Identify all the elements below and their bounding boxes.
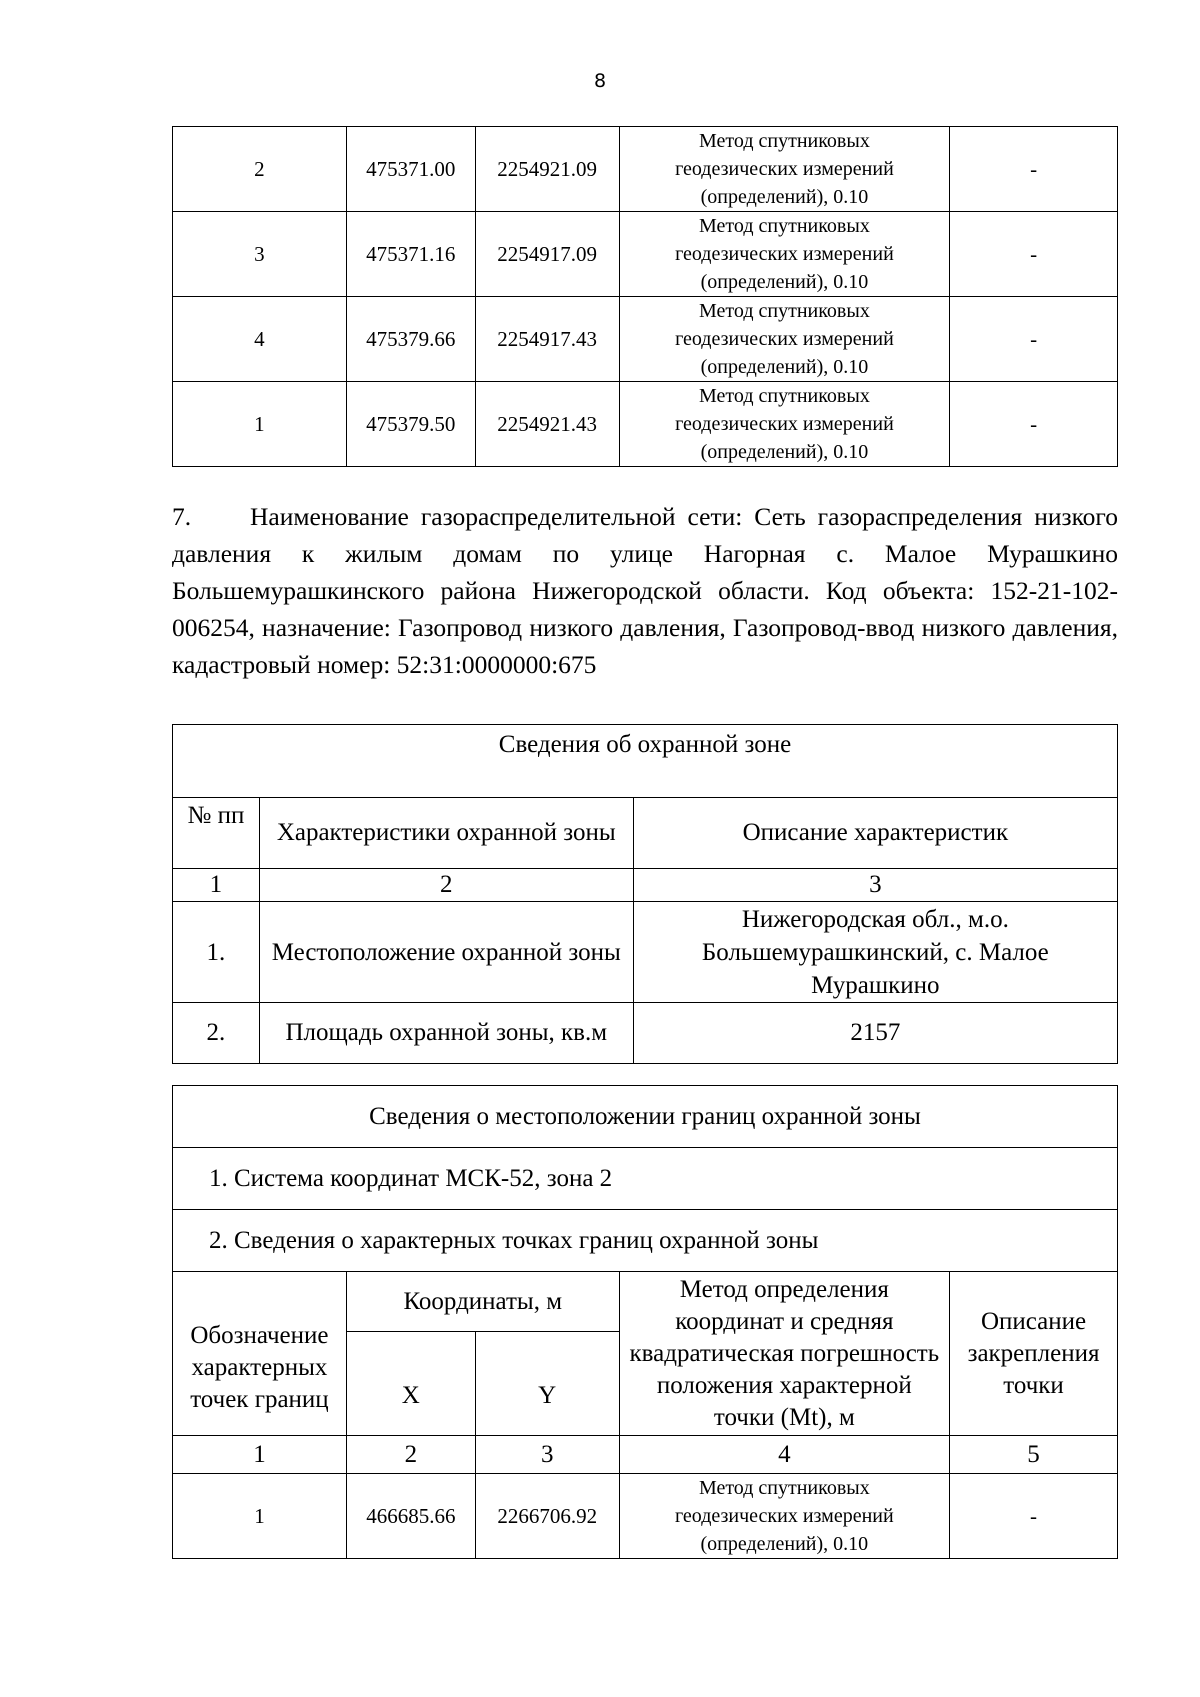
- coordinate-y: 2254921.09: [475, 127, 619, 212]
- coordinate-x: 466685.66: [346, 1474, 475, 1559]
- method-cell: [619, 1474, 949, 1559]
- method-line: (определений), 0.10: [700, 356, 869, 378]
- column-header-description: Описание характеристик: [633, 798, 1117, 869]
- table-row: [173, 1474, 1118, 1559]
- point-id: 1: [173, 1474, 347, 1559]
- method-line: геодезических измерений: [675, 328, 894, 350]
- column-header-fixing: Описание закрепления точки: [950, 1272, 1118, 1436]
- coordinate-y: 2266706.92: [475, 1474, 619, 1559]
- characteristic-value: Нижегородская обл., м.о. Большемурашкинский, с. Малое Мурашкино: [633, 902, 1117, 1003]
- fixing-description: -: [950, 1474, 1118, 1559]
- coordinate-x: 475371.00: [346, 127, 475, 212]
- fixing-description: -: [950, 297, 1118, 382]
- table-row: [173, 382, 1118, 467]
- section-7-paragraph: [172, 498, 1118, 683]
- section-text: Наименование газораспределительной сети: Сеть газораспределения низкого давления к жилым домам по улице Нагорная с. Малое Мурашкино Большемурашкинского района Нижегородской области. Код объекта: 152-21-102-006254, назначение: Газопровод низкого давления, Газопровод-ввод низкого давления, кадастровый номер: 52:31:0000000:675: [172, 502, 1118, 679]
- method-line: Метод спутниковых: [699, 215, 870, 237]
- zone-boundaries-table: [172, 1085, 1118, 1559]
- column-number: 5: [950, 1436, 1118, 1474]
- column-number: 1: [173, 1436, 347, 1474]
- method-cell: [619, 127, 950, 212]
- method-line: Метод спутниковых: [699, 300, 870, 322]
- table-row: [173, 127, 1118, 212]
- method-line: (определений), 0.10: [700, 186, 869, 208]
- table-row: [173, 212, 1118, 297]
- characteristic-name: Площадь охранной зоны, кв.м: [259, 1003, 633, 1064]
- point-id: 3: [173, 212, 347, 297]
- fixing-description: -: [950, 127, 1118, 212]
- method-cell: [619, 212, 950, 297]
- page-number: 8: [593, 70, 607, 92]
- point-id: 2: [173, 127, 347, 212]
- column-header-coordinates: Координаты, м: [346, 1272, 619, 1332]
- fixing-description: -: [950, 382, 1118, 467]
- column-header-point: Обозначение характерных точек границ: [173, 1272, 347, 1436]
- column-number: 3: [475, 1436, 619, 1474]
- row-number: 1.: [173, 902, 260, 1003]
- column-number: 2: [259, 869, 633, 902]
- coordinate-x: 475379.50: [346, 382, 475, 467]
- point-id: 1: [173, 382, 347, 467]
- characteristic-name: Местоположение охранной зоны: [259, 902, 633, 1003]
- column-number: 3: [633, 869, 1117, 902]
- method-line: геодезических измерений: [675, 158, 894, 180]
- coordinate-x: 475371.16: [346, 212, 475, 297]
- method-line: геодезических измерений: [675, 413, 894, 435]
- point-id: 4: [173, 297, 347, 382]
- column-header-characteristic: Характеристики охранной зоны: [259, 798, 633, 869]
- method-line: (определений), 0.10: [700, 1533, 869, 1555]
- coordinates-table-continued: [172, 126, 1118, 467]
- coordinate-y: 2254917.09: [475, 212, 619, 297]
- coordinate-y: 2254921.43: [475, 382, 619, 467]
- coordinate-system: 1. Система координат МСК-52, зона 2: [173, 1148, 1118, 1210]
- table-row: [173, 297, 1118, 382]
- column-number: 4: [619, 1436, 949, 1474]
- method-line: Метод спутниковых: [699, 385, 870, 407]
- characteristic-value: 2157: [633, 1003, 1117, 1064]
- column-header-x: X: [346, 1332, 475, 1436]
- column-number: 1: [173, 869, 260, 902]
- method-line: (определений), 0.10: [700, 441, 869, 463]
- fixing-description: -: [950, 212, 1118, 297]
- method-line: Метод спутниковых: [698, 1477, 870, 1499]
- table-title: Сведения об охранной зоне: [173, 725, 1118, 798]
- column-header-y: Y: [475, 1332, 619, 1436]
- method-cell: [619, 382, 950, 467]
- method-line: геодезических измерений: [675, 243, 894, 265]
- coordinate-x: 475379.66: [346, 297, 475, 382]
- method-line: (определений), 0.10: [700, 271, 869, 293]
- coordinate-y: 2254917.43: [475, 297, 619, 382]
- table-title: Сведения о местоположении границ охранной зоны: [173, 1086, 1118, 1148]
- column-header-method: Метод определения координат и средняя квадратическая погрешность положения характерной точки (Mt), м: [619, 1272, 949, 1436]
- points-subtitle: 2. Сведения о характерных точках границ охранной зоны: [173, 1210, 1118, 1272]
- protection-zone-info-table: [172, 724, 1118, 1064]
- method-cell: [619, 297, 950, 382]
- column-header-number: № пп: [173, 798, 260, 869]
- column-number: 2: [346, 1436, 475, 1474]
- method-line: геодезических измерений: [674, 1505, 894, 1527]
- section-number: 7.: [172, 502, 192, 531]
- method-line: Метод спутниковых: [699, 130, 870, 152]
- row-number: 2.: [173, 1003, 260, 1064]
